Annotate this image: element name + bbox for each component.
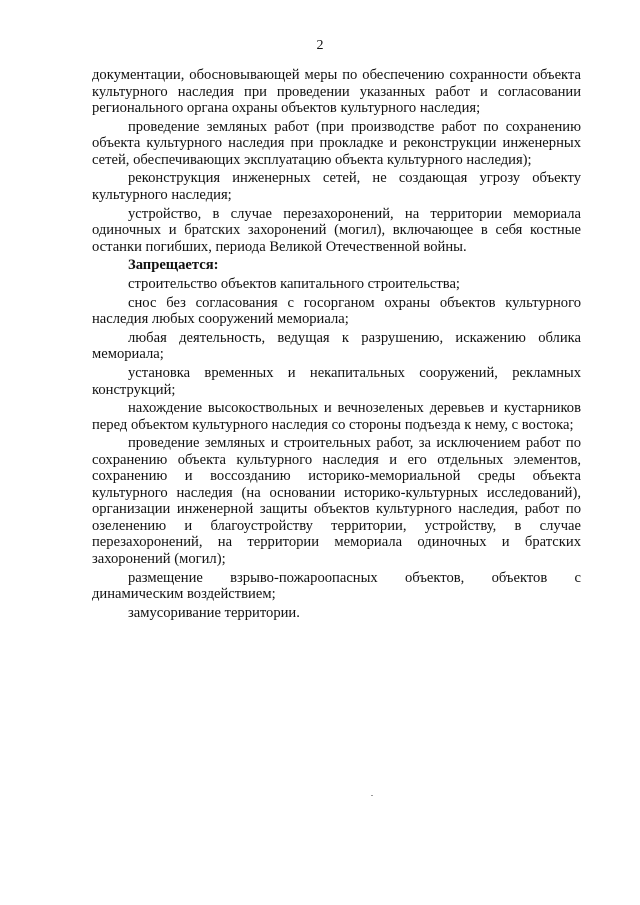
paragraph-destruction: любая деятельность, ведущая к разрушению, искажению облика мемориала;: [92, 329, 581, 363]
paragraph-earthworks: проведение земляных работ (при производстве работ по сохранению объекта культурного наследия при прокладке и реконструкции инженерных сетей, обеспечивающих эксплуатацию объекта культурного наследия);: [92, 118, 581, 168]
paragraph-reburials: устройство, в случае перезахоронений, на территории мемориала одиночных и братских захоронений (могил), включающее в себя костные останки погибших, периода Великой Отечественной войны.: [92, 205, 581, 255]
page-number: 2: [316, 38, 324, 53]
paragraph-works-exceptions: проведение земляных и строительных работ, за исключением работ по сохранению объекта культурного наследия и его отдельных элементов, сохранению и воссозданию историко-мемориальной среды объекта культурного наследия (на основании историко-культурных исследований), организации инженерной защиты объектов культурного наследия, работ по озеленению и благоустройству территории, устройству, в случае перезахоронений, на территории мемориала одиночных и братских захоронений (могил);: [92, 435, 581, 567]
paragraph-littering: замусоривание территории.: [128, 604, 300, 621]
paragraph-trees: нахождение высокоствольных и вечнозеленых деревьев и кустарников перед объектом культурного наследия со стороны подъезда к нему, с востока;: [92, 400, 581, 433]
paragraph-demolition: снос без согласования с госорганом охраны объектов культурного наследия любых сооружений мемориала;: [92, 294, 581, 328]
document-body: [92, 67, 581, 623]
paragraph-hazardous-objects: размещение взрыво-пожароопасных объектов, объектов с динамическим воздействием;: [92, 569, 581, 603]
paragraph-engineering-networks: реконструкция инженерных сетей, не создающая угрозу объекту культурного наследия;: [92, 170, 581, 203]
paragraph-continuation: документации, обосновывающей меры по обеспечению сохранности объекта культурного наследия при проведении указанных работ и согласовании регионального органа охраны объектов культурного наследия;: [92, 67, 581, 116]
paragraph-capital-construction: строительство объектов капитального строительства;: [128, 275, 460, 292]
paragraph-temporary-structures: установка временных и некапитальных сооружений, рекламных конструкций;: [92, 365, 581, 398]
section-heading-prohibited: Запрещается:: [128, 257, 219, 274]
scan-speck: [371, 795, 373, 796]
